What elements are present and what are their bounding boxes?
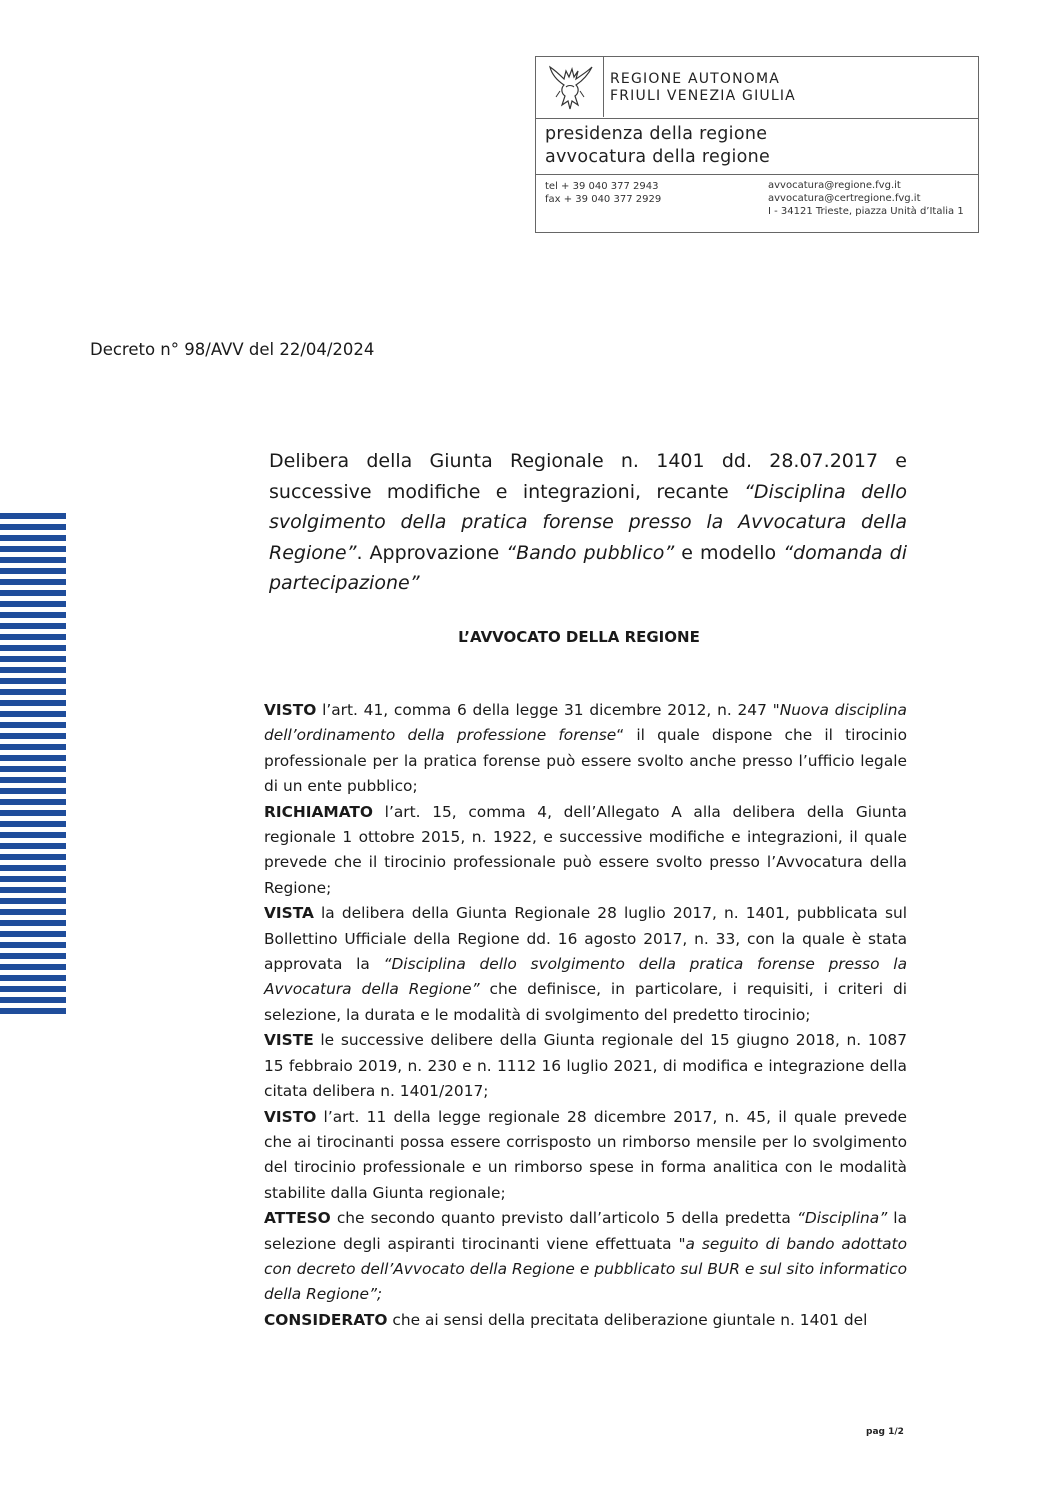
letterhead-divider [603,57,604,117]
paragraph-text: le successive delibere della Giunta regionale del 15 giugno 2018, n. 1087 15 febbraio 2019, n. 230 e n. 1112 16 luglio 2021, di modifica e integrazione della citata delibera n. 1401/2017; [264,1031,907,1101]
subject-text-2: . Approvazione [356,541,507,564]
stripe [0,931,66,937]
paragraph-text: l’art. 11 della legge regionale 28 dicembre 2017, n. 45, il quale prevede che ai tirocinanti possa essere corrisposto un rimborso mensile per lo svolgimento del tirocinio professionale e un rimborso spese in forma analitica con le modalità stabilite dalla Giunta regionale; [264,1107,907,1202]
stripe [0,777,66,783]
stripe [0,1008,66,1014]
stripe [0,722,66,728]
stripe [0,909,66,915]
eagle-emblem-icon [542,61,598,113]
stripe [0,832,66,838]
stripe [0,612,66,618]
stripe [0,876,66,882]
stripe [0,953,66,959]
region-name [610,71,796,105]
keyword: VISTO [264,1107,317,1126]
stripe [0,920,66,926]
stripe [0,854,66,860]
letterhead [535,56,979,233]
keyword: VISTO [264,701,317,719]
subject-text-1: Delibera della Giunta Regionale n. 1401 dd. 28.07.2017 e successive modifiche e integrazioni, recante [269,450,907,503]
paragraph-quote: "a seguito di bando adottato con decreto dell’Avvocato della Regione e pubblicato sul BUR e sul sito informatico della Regione”; [264,1234,907,1304]
paragraph-viste [264,1028,907,1104]
paragraph-quote: “Disciplina” [796,1209,888,1228]
keyword: ATTESO [264,1209,331,1228]
stripe [0,579,66,585]
paragraph-text: “ il quale dispone che il tirocinio professionale per la pratica forense può essere svolto anche presso l’ufficio legale di un ente pubblico; [264,726,907,796]
phone-number: tel + 39 040 377 2943 [545,181,659,192]
subject-text-3: e modello [674,541,784,564]
letterhead-contacts-row [536,174,978,232]
paragraph-text: che ai sensi della precitata deliberazione giuntale n. 1401 del [387,1310,868,1329]
paragraph-text: l’art. 15, comma 4, dell’Allegato A alla delibera della Giunta regionale 1 ottobre 2015, n. 1922, e successive modifiche e integrazioni, il quale prevede che il tirocinio professionale può essere svolto presso l’Avvocatura della Regione; [264,802,907,897]
stripe [0,810,66,816]
decree-body [264,698,907,1333]
paragraph-text: che secondo quanto previsto dall’articolo 5 della predetta [330,1209,797,1228]
pec-address: avvocatura@certregione.fvg.it [768,193,921,204]
decree-number: Decreto n° 98/AVV del 22/04/2024 [90,340,375,359]
paragraph-text: che definisce, in particolare, i requisiti, i criteri di selezione, la durata e le modalità di svolgimento del predetto tirocinio; [264,980,907,1024]
email-contacts [768,179,964,218]
section-heading: L’AVVOCATO DELLA REGIONE [458,628,700,646]
letterhead-department-row [536,118,978,175]
stripe [0,997,66,1003]
stripe [0,590,66,596]
stripe [0,755,66,761]
stripe [0,975,66,981]
department-line-1: presidenza della regione [545,124,768,144]
keyword: VISTA [264,904,314,923]
stripe [0,964,66,970]
stripe [0,733,66,739]
stripe [0,535,66,541]
paragraph-visto-2 [264,1105,907,1207]
letterhead-region-row [536,57,978,119]
paragraph-atteso [264,1206,907,1308]
stripe [0,546,66,552]
paragraph-visto-1 [264,698,907,800]
department-name [545,123,770,169]
stripe [0,744,66,750]
paragraph-text: la selezione degli aspiranti tirocinanti viene effettuata [264,1209,907,1253]
paragraph-text: la delibera della Giunta Regionale 28 luglio 2017, n. 1401, pubblicata sul Bollettino Ufficiale della Regione dd. 16 agosto 2017, n. 33, con la quale è stata approvata la [264,904,907,974]
subject-title-domanda: “domanda di partecipazione” [269,541,908,594]
stripe [0,942,66,948]
stripe [0,865,66,871]
stripe [0,667,66,673]
decorative-stripes [0,513,66,1019]
stripe [0,898,66,904]
keyword: RICHIAMATO [264,802,374,821]
region-line-2: FRIULI VENEZIA GIULIA [610,88,796,104]
subject-title-bando: “Bando pubblico” [506,541,675,564]
keyword: CONSIDERATO [264,1310,388,1329]
stripe [0,799,66,805]
stripe [0,568,66,574]
paragraph-quote: “Disciplina dello svolgimento della pratica forense presso la Avvocatura della Regione” [264,955,907,999]
fax-number: fax + 39 040 377 2929 [545,194,662,205]
stripe [0,557,66,563]
stripe [0,513,66,519]
stripe [0,700,66,706]
keyword: VISTE [264,1031,314,1050]
phone-contacts [545,180,661,206]
stripe [0,766,66,772]
decree-subject [269,446,907,599]
stripe [0,887,66,893]
postal-address: I - 34121 Trieste, piazza Unità d’Italia 1 [768,206,964,217]
stripe [0,821,66,827]
paragraph-considerato [264,1308,907,1333]
stripe [0,689,66,695]
paragraph-vista [264,901,907,1028]
paragraph-text: l’art. 41, comma 6 della legge 31 dicembre 2012, n. 247 [316,701,773,719]
stripe [0,711,66,717]
region-line-1: REGIONE AUTONOMA [610,71,781,87]
page-number: pag 1/2 [866,1427,904,1437]
paragraph-richiamato [264,800,907,902]
stripe [0,524,66,530]
stripe [0,678,66,684]
department-line-2: avvocatura della regione [545,147,771,167]
email-address: avvocatura@regione.fvg.it [768,180,901,191]
stripe [0,986,66,992]
subject-title-discipline: “Disciplina dello svolgimento della pratica forense presso la Avvocatura della Regione” [269,480,908,564]
stripe [0,656,66,662]
stripe [0,601,66,607]
stripe [0,788,66,794]
stripe [0,843,66,849]
paragraph-quote: "Nuova disciplina dell’ordinamento della professione forense [264,701,907,745]
